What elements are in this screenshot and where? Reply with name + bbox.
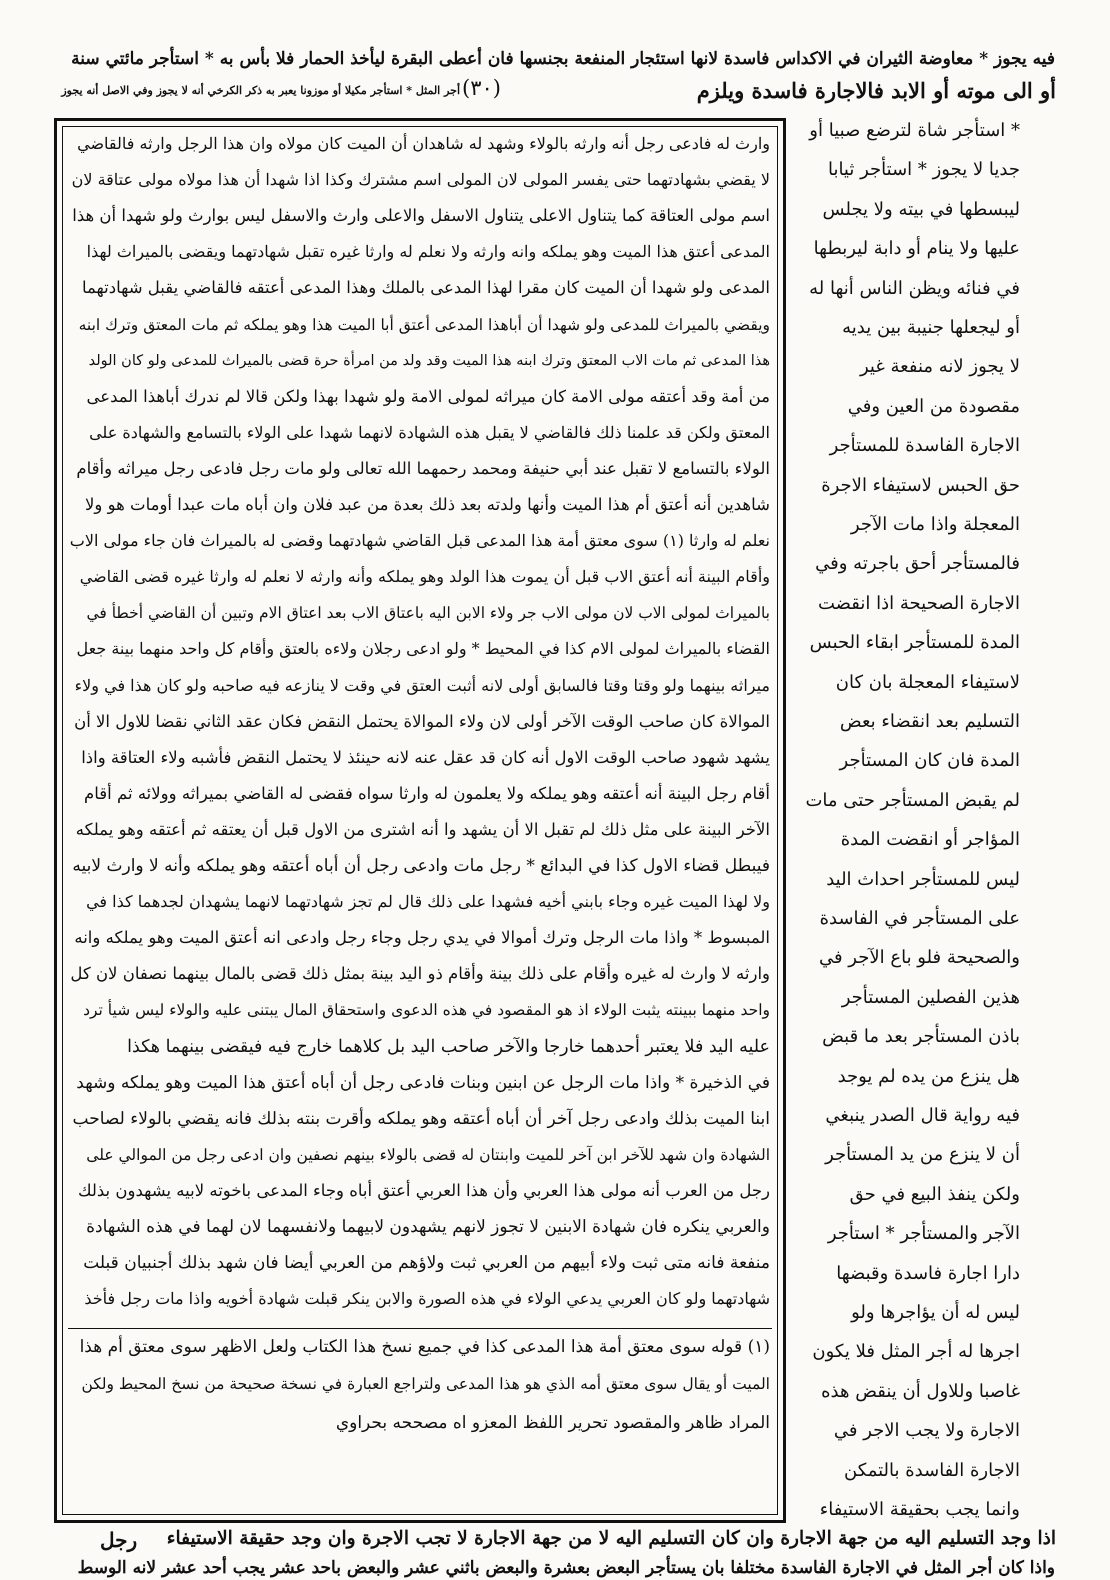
main-text-line: من أمة وقد أعتقه مولى الامة كان ميراثه لمولى الامة ولو شهدا بهذا ولكن قالا لم ندرك أباهذا المدعى (86, 386, 770, 406)
main-text-line: المعتق ولكن قد علمنا ذلك فالقاضي لا يقبل هذه الشهادة لانهما شهدا على الولاء بالتسامع والشهادة على (89, 422, 770, 442)
side-text-line: المدة فان كان المستأجر (839, 750, 1020, 772)
main-text-line: ميراثه بينهما ولو وقتا وقتا فالسابق أولى لانه أثبت العتق في وقت لا ينازعه فيه صاحبه ولو كان هذا في ولاء (74, 675, 770, 695)
side-text-line: هل ينزع من يده لم يوجد (837, 1065, 1020, 1087)
main-text-line: أقام رجل البينة أنه أعتقه وهو يملكه ولا يعلمون له وارثا سواه فقضى له القاضي بميراثه وولائه ثم أقام (84, 783, 770, 803)
main-text-line: المدعى أعتق هذا الميت وهو يملكه وانه وارثه ولا نعلم له وارثا غيره تقبل شهادتهما ويقضى بالميراث لهذا (86, 242, 770, 262)
side-text-line: لم يقبض المستأجر حتى مات (805, 789, 1020, 811)
main-text-line: لا يقضي بشهادتهما حتى يفسر المولى لان المولى اسم مشترك وكذا اذا شهدا أن هذا مولاه مولى عتاقة لان (71, 170, 770, 190)
side-text-line: مقصودة من العين وفي (847, 395, 1020, 417)
side-text-line: حق الحبس لاستيفاء الاجرة (821, 474, 1020, 496)
main-text-line: يشهد شهود صاحب الوقت الاول أنه كان قد عقل عنه لانه حينئذ لا يحتمل النقض فأشبه ولاء العتاقة واذا (81, 747, 770, 767)
side-text-line: المؤاجر أو انقضت المدة (840, 829, 1020, 851)
side-text-line: عليها ولا ينام أو دابة ليربطها (813, 238, 1020, 260)
main-text-line: بالميراث لمولى الاب لان مولى الاب جر ولاء الابن اليه باعتاق الاب بعد اعتاق الام وتبين أن القاضي أخطأ في (86, 604, 770, 623)
main-text-line: الولاء بالتسامع لا تقبل عند أبي حنيفة ومحمد رحمهما الله تعالى ولو مات رجل فادعى رجل ميراثه وأقام (76, 458, 770, 478)
footnote-line: الميت أو يقال سوى معتق أمه الذي هو هذا المدعى ولتراجع العبارة في نسخة صحيحة من نسخ المحيط ولكن (81, 1375, 770, 1393)
main-text-line: ويقضي بالميراث للمدعى ولو شهدا أن أباهذا المدعى أعتق أبا الميت هذا وهو يملكه ثم مات المعتق وترك ابنه (78, 315, 770, 334)
side-text-line: الاجارة الصحيحة اذا انقضت (818, 592, 1020, 614)
main-text-line: الآخر البينة على مثل ذلك لم تقبل الا أن يشهد وا أنه اشترى من الاول قبل أن يعتقه ثم أعتقه وهو يملكه (75, 819, 770, 839)
main-text-line: هذا المدعى ثم مات الاب المعتق وترك ابنه هذا الميت وقد ولد من امرأة حرة قضى بالميراث للمدعى ولو كان الولد (88, 352, 770, 369)
main-text-line: والعربي ينكره فان شهادة الابنين لا تجوز لانهم يشهدون لابيهما ولانفسهما لان لهما في هذه الشهادة (86, 1217, 770, 1237)
side-text-line: الآجر والمستأجر * استأجر (827, 1223, 1020, 1245)
side-text-line: الاجارة الفاسدة بالتمكن (844, 1459, 1020, 1481)
main-text-line: الشهادة وان شهد للآخر ابن آخر للميت وابنتان له قضى بالولاء بينهم نصفين وان ادعى رجل من الموالي على (86, 1145, 770, 1164)
main-text-line: منفعة فانه متى ثبت ولاء أبيهم من العربي ثبت ولاؤهم من العربي أيضا فان شهد بذلك أجنبيان قبلت (83, 1253, 770, 1274)
footer-side-word: رجل (100, 1528, 138, 1552)
main-text-line: واحد منهما ببينته يثبت الولاء اذ هو المقصود في هذه الدعوى واستحقاق المال يبتنى عليه والولاء ليس شيأ ترد (83, 1001, 770, 1020)
side-text-line: دارا اجارة فاسدة وقبضها (836, 1262, 1020, 1284)
side-text-line: ليس للمستأجر احداث اليد (826, 868, 1020, 890)
main-text-line: الموالاة كان صاحب الوقت الآخر أولى لان ولاء الموالاة يحتمل النقض فكان عقد الثاني نقضا للاول الا أن (74, 711, 770, 731)
side-text-line: التسليم بعد انقضاء بعض (839, 711, 1020, 732)
header-line-2b: أجر المثل * استأجر مكيلا أو موزونا يعبر به ذكر الكرخي أنه لا يجوز وفي الاصل أنه يجوز (61, 84, 460, 97)
side-text-line: هذين الفصلين المستأجر (841, 986, 1020, 1008)
main-text-line: شاهدين أنه أعتق أم هذا الميت وأنها ولدته بعد ذلك بعدة من عبد فلان وان أباه مات عبدا أومات هو ولا (84, 495, 770, 514)
side-text-line: على المستأجر في الفاسدة (819, 908, 1020, 929)
main-text-line: وارث له فادعى رجل أنه وارثه بالولاء وشهد له شاهدان أن الميت كان مولاه وان هذا الرجل وارثه فالقاضي (77, 134, 770, 153)
side-text-line: في فنائه ويظن الناس أنها له (809, 277, 1020, 299)
side-text-line: غاصبا وللاول أن ينقض هذه (821, 1380, 1020, 1402)
main-text-line: في الذخيرة * واذا مات الرجل عن ابنين وبنات فادعى رجل أن أباه أعتق هذا الميت وهو يملكه وشهد (76, 1072, 770, 1093)
side-text-line: الاجارة ولا يجب الاجر في (833, 1420, 1020, 1442)
page-number: (٣٠) (462, 76, 501, 100)
main-text-line: القضاء بالميراث لمولى الام كذا في المحيط * ولو ادعى رجلان ولاءه بالعتق وأقام كل واحد منهما بينة جعل (76, 639, 770, 659)
main-text-line: المبسوط * واذا مات الرجل وترك أموالا في يدي رجل وجاء رجل وادعى انه أعتق الميت وهو يملكه وانه (74, 928, 770, 948)
side-text-line: وانما يجب بحقيقة الاستيفاء (819, 1499, 1020, 1520)
side-text-line: لاستيفاء المعجلة بان كان (835, 671, 1020, 693)
side-text-line: * استأجر شاة لترضع صبيا أو (809, 120, 1020, 141)
main-text-line: المدعى ولو شهدا أن الميت كان مقرا لهذا المدعى بالملك وهذا المدعى أعتقه فالقاضي يقبل شهادتهما (81, 278, 770, 298)
side-text-line: ولكن ينفذ البيع في حق (849, 1183, 1020, 1205)
header-line-1: فيه يجوز * معاوضة الثيران في الاكداس فاسدة لانها استئجار المنفعة بجنسها فان أعطى البقرة ليأخذ الحمار فلا بأس به * استأجر مائتي سنة (71, 49, 1055, 69)
side-text-line: المدة للمستأجر ابقاء الحبس (809, 632, 1020, 654)
main-text-line: فيبطل قضاء الاول كذا في البدائع * رجل مات وادعى رجل أن أباه أعتقه وهو يملكه وأنه لا وارث لابيه (72, 856, 770, 876)
side-text-line: الاجارة الفاسدة للمستأجر (829, 435, 1020, 457)
main-text-line: عليه اليد فلا يعتبر أحدهما خارجا والآخر صاحب اليد بل كلاهما خارج فيه فيقضى بينهما هكذا (127, 1036, 770, 1057)
side-text-line: المعجلة واذا مات الآجر (850, 514, 1020, 535)
main-text-line: ولا لهذا الميت غيره وجاء بابني أخيه فشهدا على ذلك قال لم تجز شهادتهما لانهما يشهدان لجدهما كذا في (86, 892, 770, 912)
main-text-line: اسم مولى العتاقة كما يتناول الاعلى يتناول الاسفل والاعلى وارث والاسفل ليس بوارث ولو شهدا أن هذا (72, 206, 770, 226)
main-text-line: شهادتهما ولو كان العربي يدعي الولاء في هذه الصورة والابن ينكر قبلت شهادة أخويه واذا مات رجل فأخذ (84, 1289, 770, 1309)
side-text-line: فالمستأجر أحق باجرته وفي (815, 553, 1020, 575)
side-text-line: باذن المستأجر بعد ما قبض (822, 1026, 1020, 1048)
main-text-line: ابنا الميت بذلك وادعى رجل آخر أن أباه أعتقه وهو يملكه وأقرت بنته بذلك فانه يقضي بالولاء لصاحب (72, 1108, 770, 1129)
side-text-line: جديا لا يجوز * استأجر ثيابا (827, 159, 1020, 181)
side-text-line: ليس له أن يؤاجرها ولو (851, 1302, 1020, 1323)
side-text-line: اجرها له أجر المثل فلا يكون (812, 1341, 1020, 1363)
footnote-line: (١) قوله سوى معتق أمة هذا المدعى كذا في جميع نسخ هذا الكتاب ولعل الاظهر سوى معتق أم هذا (79, 1337, 770, 1357)
side-text-line: لا يجوز لانه منفعة غير (860, 356, 1020, 378)
main-text-line: نعلم له وارثا (١) سوى معتق أمة هذا المدعى قبل القاضي شهادتهما وقضى له بالميراث فان جاء مولى الاب (69, 531, 770, 551)
side-text-line: أو ليجعلها جنيبة بين يديه (842, 317, 1020, 338)
side-text-line: أن لا ينزع من يد المستأجر (825, 1144, 1020, 1166)
footnote-line: المراد ظاهر والمقصود تحرير اللفظ المعزو اه مصححه بحراوي (335, 1413, 770, 1433)
footer-line-1: اذا وجد التسليم اليه من جهة الاجارة وان كان التسليم اليه لا من جهة الاجارة لا تجب الاجرة وان وجد حقيقة الاستيفاء (166, 1528, 1056, 1549)
main-text-line: وارثه لا وارث له غيره وأقام على ذلك بينة وأقام ذو اليد بينة بمثل ذلك قضى بالمال بينهما نصفان لان كل (70, 964, 770, 984)
footnote-separator (68, 1328, 772, 1329)
side-text-line: والصحيحة فلو باع الآجر في (818, 947, 1020, 969)
header-line-2: أو الى موته أو الابد فالاجارة فاسدة ويلزم (696, 78, 1056, 103)
main-text-line: وأقام البينة أنه أعتق الاب قبل أن يموت هذا الولد وهو يملكه وأنه وارثه لا نعلم له وارثا غيره قضى القاضي (79, 567, 770, 587)
side-text-line: فيه رواية قال الصدر ينبغي (825, 1105, 1020, 1126)
main-text-line: رجل من العرب أنه مولى هذا العربي وأن هذا العربي أعتق أباه وجاء المدعى باخوته لابيه يشهدون بذلك (77, 1180, 770, 1200)
footer-line-2: واذا كان أجر المثل في الاجارة الفاسدة مختلفا بان يستأجر البعض بعشرة والبعض باثني عشر والبعض باحد عشر يجب أحد عشر لانه الوسط (77, 1558, 1055, 1578)
side-text-line: ليبسطها في بيته ولا يجلس (822, 198, 1020, 220)
